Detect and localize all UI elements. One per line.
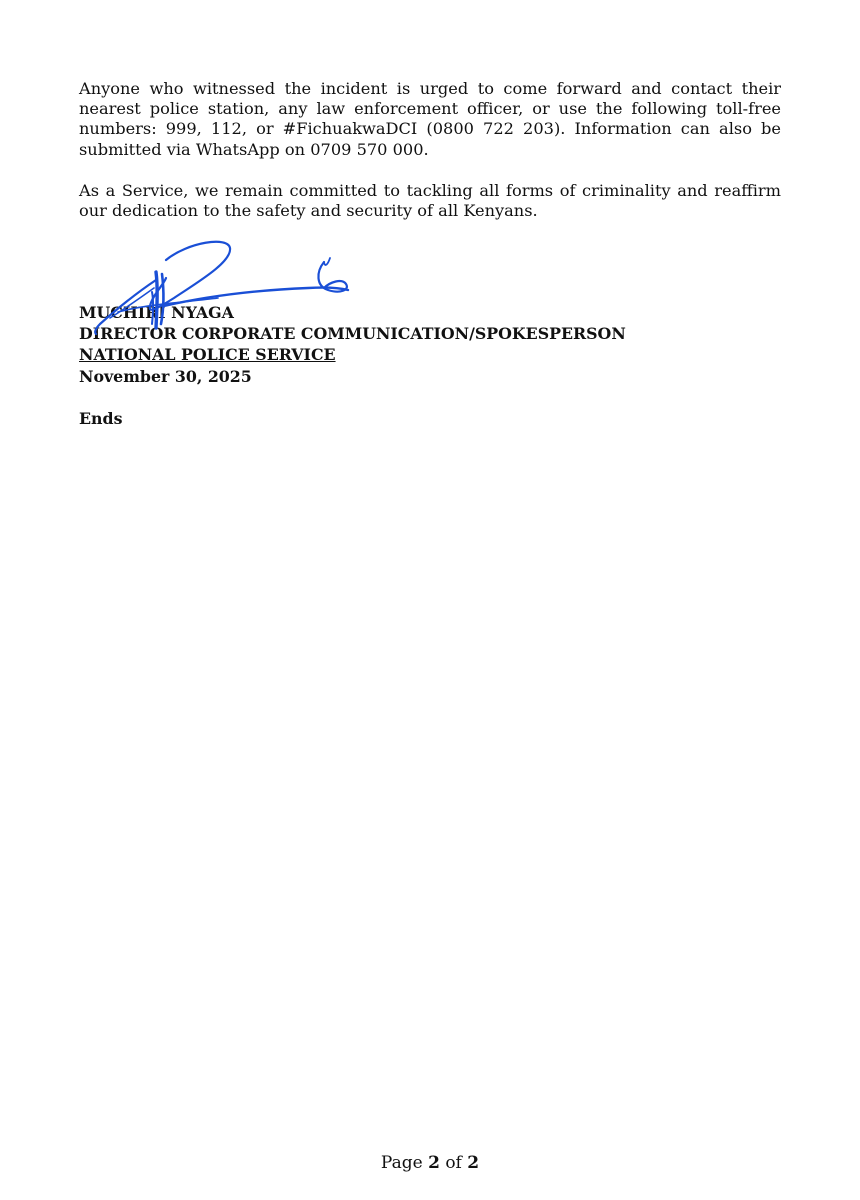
page-total: 2: [467, 1153, 480, 1173]
signatory-name: MUCHIRI NYAGA: [79, 303, 234, 322]
closing-ends: Ends: [79, 409, 123, 428]
page-footer: [0, 1152, 860, 1174]
page-current: 2: [428, 1153, 440, 1173]
signatory-organization: NATIONAL POLICE SERVICE: [79, 345, 336, 364]
page-word: Page: [380, 1153, 423, 1173]
body-paragraph-commitment: As a Service, we remain committed to tackling all forms of criminality and reaffirm our dedication to the safety and security of all Kenyans.: [79, 181, 781, 221]
release-date: November 30, 2025: [79, 367, 252, 386]
signatory-title: DIRECTOR CORPORATE COMMUNICATION/SPOKESPERSON: [79, 324, 626, 343]
signature-block: [79, 302, 626, 387]
body-paragraph-contact: Anyone who witnessed the incident is urged to come forward and contact their nearest police station, any law enforcement officer, or use the following toll-free numbers: 999, 112, or #FichuakwaDCI (0800 722 203). Information can also be submitted via WhatsApp on 0709 570 000.: [79, 79, 781, 159]
page-of-word: of: [445, 1153, 462, 1173]
